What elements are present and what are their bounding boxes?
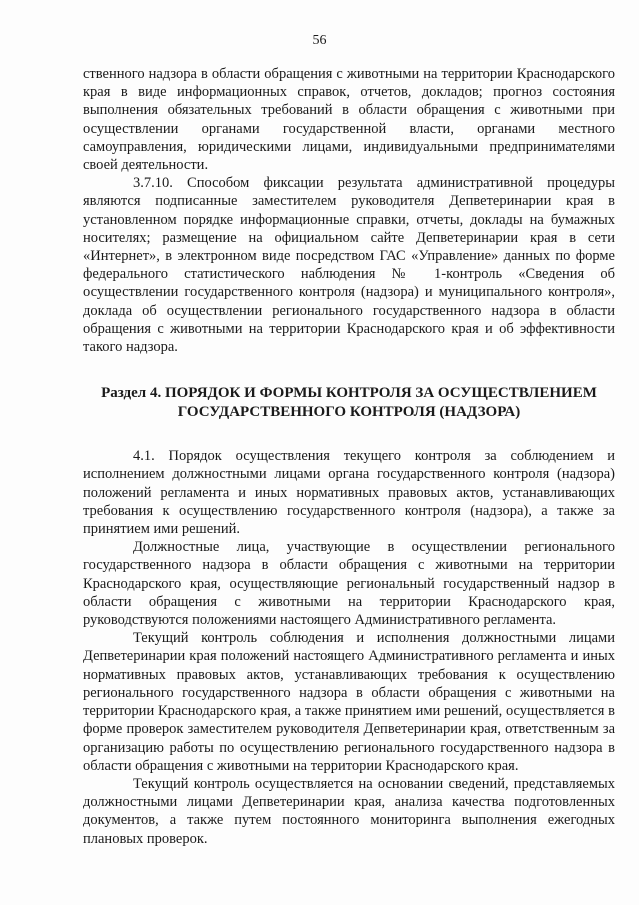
document-body bbox=[83, 65, 615, 848]
paragraph-4-1: 4.1. Порядок осуществления текущего контроля за соблюдением и исполнением должностными лицами органа государственного контроля (надзора) положений регламента и иных нормативных правовых актов, устанавливающих требования к осуществлению государственного контроля (надзора), а также за принятием ими решений. bbox=[83, 448, 615, 538]
paragraph-control-basis: Текущий контроль осуществляется на основании сведений, представляемых должностными лицами Депветеринарии края, анализа качества подготовленных документов, а также путем постоянного мониторинга выполнения ежегодных плановых проверок. bbox=[83, 775, 615, 847]
section-heading bbox=[83, 384, 615, 421]
section-heading-line-2: ГОСУДАРСТВЕННОГО КОНТРОЛЯ (НАДЗОРА) bbox=[177, 403, 521, 420]
paragraph-continuation: ственного надзора в области обращения с животными на территории Краснодарского края в виде информационных справок, отчетов, докладов; прогноз состояния выполнения обязательных требований в области обращения с животными при осуществлении органами государственной власти, органами местного самоуправления, юридическими лицами, индивидуальными предпринимателями своей деятельности. bbox=[83, 66, 615, 174]
page-number: 56 bbox=[312, 33, 327, 48]
paragraph-current-control: Текущий контроль соблюдения и исполнения должностными лицами Депветеринарии края положений настоящего Административного регламента и иных нормативных правовых актов, устанавливающих требования к осуществлению регионального государственного надзора в области обращения с животными на территории Краснодарского края, а также принятием ими решений, осуществляется в форме проверок заместителем руководителя Депветеринарии края, ответственным за организацию работы по осуществлению регионального государственного надзора в области обращения с животными на территории Краснодарского края. bbox=[83, 630, 615, 774]
section-heading-line-1: Раздел 4. ПОРЯДОК И ФОРМЫ КОНТРОЛЯ ЗА ОСУЩЕСТВЛЕНИЕМ bbox=[101, 385, 597, 402]
paragraph-officials: Должностные лица, участвующие в осуществлении регионального государственного надзора в области обращения с животными на территории Краснодарского края, осуществляющие региональный государственный надзор в области обращения с животными на территории Краснодарского края, руководствуются положениями настоящего Административного регламента. bbox=[83, 539, 615, 629]
paragraph-3-7-10: 3.7.10. Способом фиксации результата административной процедуры являются подписанные заместителем руководителя Депветеринарии края в установленном порядке информационные справки, отчеты, доклады на бумажных носителях; размещение на официальном сайте Депветеринарии края в сети «Интернет», в электронном виде посредством ГАС «Управление» данных по форме федерального статистического наблюдения № 1-контроль «Сведения об осуществлении государственного контроля (надзора) и муниципального контроля», доклада об осуществлении регионального государственного надзора в области обращения с животными на территории Краснодарского края и об эффективности такого надзора. bbox=[83, 175, 615, 356]
